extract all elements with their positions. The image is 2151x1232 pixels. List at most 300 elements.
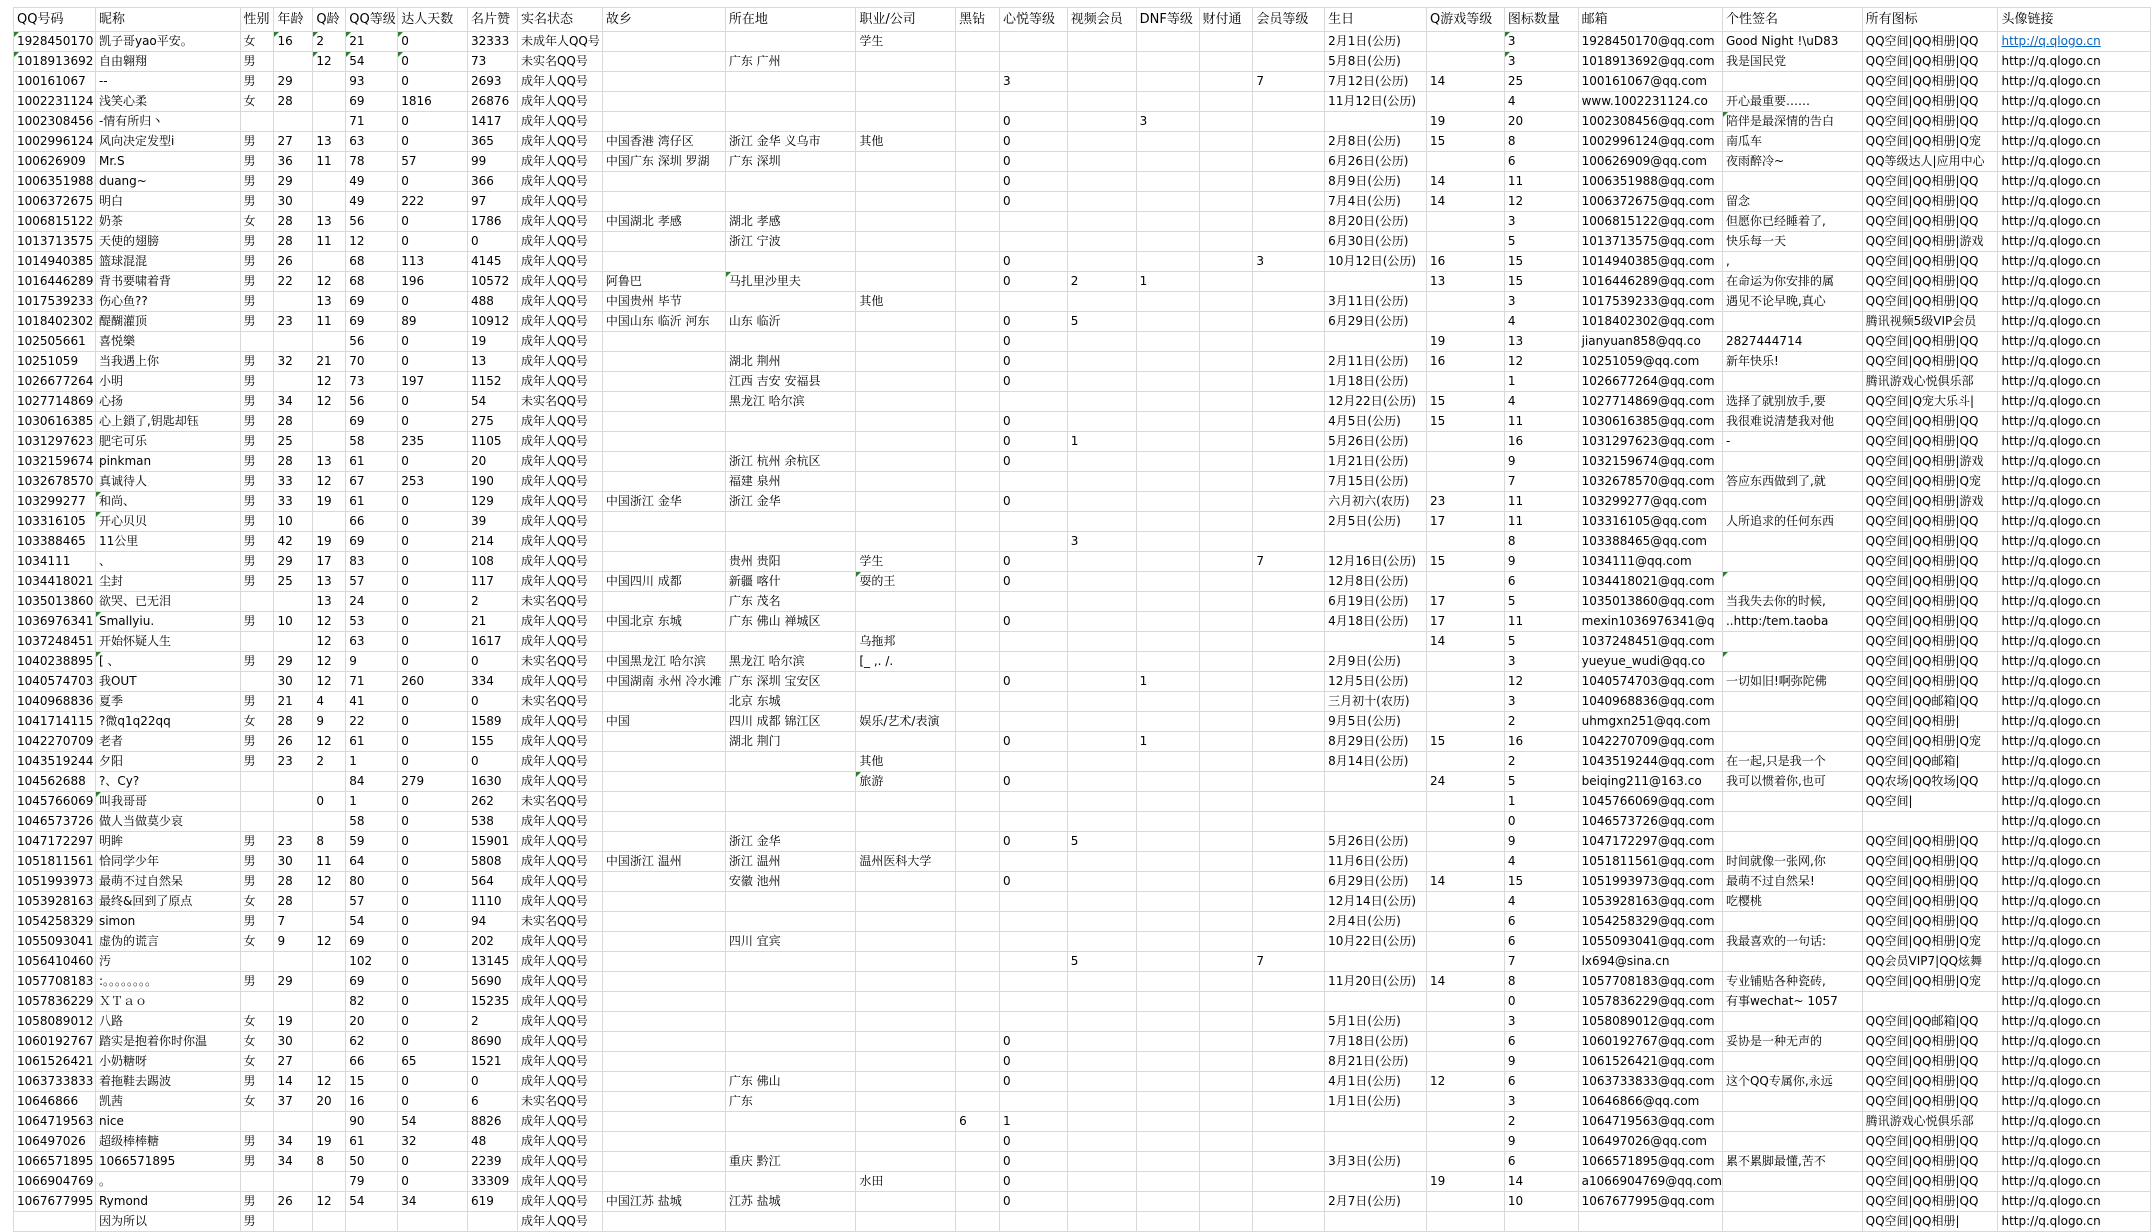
cell-hometown[interactable] — [602, 1212, 725, 1232]
cell-all-icons[interactable]: QQ空间|QQ相册|游戏 — [1862, 492, 1998, 512]
cell-qq[interactable]: 1057836229 — [14, 992, 96, 1012]
cell-qq[interactable]: 1040574703 — [14, 672, 96, 692]
cell-video-vip[interactable]: 5 — [1067, 832, 1136, 852]
cell-realname-status[interactable]: 成年人QQ号 — [517, 292, 602, 312]
cell-qq[interactable]: 1067677995 — [14, 1192, 96, 1212]
cell-birthday[interactable] — [1325, 772, 1427, 792]
cell-heizuan[interactable] — [956, 1192, 1000, 1212]
cell-qq[interactable]: 1026677264 — [14, 372, 96, 392]
cell-xinyue-level[interactable] — [999, 232, 1067, 252]
cell-q-age[interactable]: 4 — [313, 692, 346, 712]
cell-daren-days[interactable]: 0 — [398, 212, 468, 232]
cell-caifutong[interactable] — [1199, 852, 1253, 872]
cell-hometown[interactable] — [602, 1092, 725, 1112]
cell-dnf-level[interactable] — [1136, 692, 1199, 712]
cell-q-age[interactable] — [313, 772, 346, 792]
cell-daren-days[interactable]: 0 — [398, 352, 468, 372]
column-header-dnf-level[interactable]: DNF等级 — [1136, 8, 1199, 32]
cell-realname-status[interactable]: 成年人QQ号 — [517, 1112, 602, 1132]
cell-qgame-level[interactable] — [1427, 892, 1505, 912]
cell-qgame-level[interactable]: 19 — [1427, 1172, 1505, 1192]
cell-daren-days[interactable]: 0 — [398, 732, 468, 752]
cell-email[interactable]: 1053928163@qq.com — [1578, 892, 1722, 912]
cell-birthday[interactable]: 12月16日(公历) — [1325, 552, 1427, 572]
cell-card-likes[interactable]: 1110 — [468, 892, 518, 912]
cell-signature[interactable]: 南瓜车 — [1722, 132, 1862, 152]
cell-dnf-level[interactable] — [1136, 312, 1199, 332]
cell-video-vip[interactable] — [1067, 292, 1136, 312]
cell-card-likes[interactable]: 202 — [468, 932, 518, 952]
cell-card-likes[interactable]: 262 — [468, 792, 518, 812]
cell-gender[interactable]: 女 — [240, 1092, 274, 1112]
cell-nickname[interactable]: 因为所以 — [95, 1212, 240, 1232]
cell-gender[interactable] — [240, 672, 274, 692]
cell-qgame-level[interactable] — [1427, 152, 1505, 172]
cell-qgame-level[interactable]: 19 — [1427, 332, 1505, 352]
cell-qgame-level[interactable] — [1427, 1192, 1505, 1212]
cell-nickname[interactable]: 凯茜 — [95, 1092, 240, 1112]
cell-signature[interactable]: 最萌不过自然呆! — [1722, 872, 1862, 892]
cell-q-age[interactable]: 12 — [313, 672, 346, 692]
cell-qq-level[interactable]: 56 — [346, 332, 398, 352]
cell-icon-count[interactable]: 8 — [1504, 532, 1578, 552]
cell-hometown[interactable] — [602, 332, 725, 352]
cell-vip-level[interactable] — [1253, 32, 1325, 52]
column-header-card-likes[interactable]: 名片赞 — [468, 8, 518, 32]
cell-gender[interactable]: 男 — [240, 1212, 274, 1232]
cell-gender[interactable] — [240, 112, 274, 132]
cell-all-icons[interactable]: QQ空间|QQ相册|游戏 — [1862, 452, 1998, 472]
cell-email[interactable]: 1060192767@qq.com — [1578, 1032, 1722, 1052]
cell-location[interactable] — [725, 792, 856, 812]
cell-dnf-level[interactable] — [1136, 932, 1199, 952]
cell-heizuan[interactable] — [956, 972, 1000, 992]
cell-video-vip[interactable] — [1067, 1172, 1136, 1192]
column-header-caifutong[interactable]: 财付通 — [1199, 8, 1253, 32]
cell-video-vip[interactable] — [1067, 72, 1136, 92]
cell-avatar-link[interactable]: http://q.qlogo.cn — [1998, 192, 2151, 212]
cell-location[interactable] — [725, 1212, 856, 1232]
cell-xinyue-level[interactable] — [999, 752, 1067, 772]
cell-video-vip[interactable]: 2 — [1067, 272, 1136, 292]
cell-all-icons[interactable]: QQ空间|QQ相册|游戏 — [1862, 232, 1998, 252]
cell-xinyue-level[interactable] — [999, 992, 1067, 1012]
cell-birthday[interactable] — [1325, 952, 1427, 972]
cell-q-age[interactable]: 12 — [313, 612, 346, 632]
cell-dnf-level[interactable]: 1 — [1136, 672, 1199, 692]
cell-job[interactable]: 乌拖邦 — [856, 632, 956, 652]
cell-qq[interactable]: 1061526421 — [14, 1052, 96, 1072]
cell-nickname[interactable]: 风向决定发型i — [95, 132, 240, 152]
cell-dnf-level[interactable] — [1136, 452, 1199, 472]
cell-heizuan[interactable] — [956, 432, 1000, 452]
cell-q-age[interactable] — [313, 332, 346, 352]
cell-icon-count[interactable]: 5 — [1504, 772, 1578, 792]
cell-hometown[interactable]: 中国香港 湾仔区 — [602, 132, 725, 152]
cell-qq[interactable]: 1053928163 — [14, 892, 96, 912]
cell-qgame-level[interactable]: 14 — [1427, 192, 1505, 212]
cell-video-vip[interactable] — [1067, 372, 1136, 392]
cell-signature[interactable]: 当我失去你的时候, — [1722, 592, 1862, 612]
cell-icon-count[interactable]: 14 — [1504, 1172, 1578, 1192]
cell-all-icons[interactable]: QQ空间|QQ相册|QQ — [1862, 352, 1998, 372]
cell-icon-count[interactable]: 12 — [1504, 192, 1578, 212]
cell-vip-level[interactable] — [1253, 352, 1325, 372]
cell-daren-days[interactable]: 0 — [398, 232, 468, 252]
cell-caifutong[interactable] — [1199, 832, 1253, 852]
cell-avatar-link[interactable]: http://q.qlogo.cn — [1998, 252, 2151, 272]
cell-gender[interactable]: 男 — [240, 352, 274, 372]
column-header-xinyue-level[interactable]: 心悦等级 — [999, 8, 1067, 32]
cell-all-icons[interactable]: QQ空间|QQ相册|QQ — [1862, 872, 1998, 892]
cell-vip-level[interactable] — [1253, 492, 1325, 512]
cell-signature[interactable]: 选择了就别放手,要 — [1722, 392, 1862, 412]
cell-job[interactable] — [856, 72, 956, 92]
cell-dnf-level[interactable] — [1136, 992, 1199, 1012]
cell-realname-status[interactable]: 未实名QQ号 — [517, 592, 602, 612]
cell-avatar-link[interactable] — [1998, 32, 2151, 52]
cell-icon-count[interactable]: 4 — [1504, 312, 1578, 332]
cell-age[interactable]: 33 — [274, 492, 313, 512]
cell-nickname[interactable]: ?、Cy? — [95, 772, 240, 792]
cell-age[interactable]: 28 — [274, 412, 313, 432]
cell-q-age[interactable]: 17 — [313, 552, 346, 572]
cell-xinyue-level[interactable]: 0 — [999, 332, 1067, 352]
cell-location[interactable]: 山东 临沂 — [725, 312, 856, 332]
cell-dnf-level[interactable] — [1136, 632, 1199, 652]
cell-signature[interactable]: ..http:/tem.taoba — [1722, 612, 1862, 632]
cell-email[interactable]: www.1002231124.co — [1578, 92, 1722, 112]
cell-job[interactable]: 学生 — [856, 552, 956, 572]
column-header-qq[interactable]: QQ号码 — [14, 8, 96, 32]
cell-caifutong[interactable] — [1199, 32, 1253, 52]
cell-qq-level[interactable]: 41 — [346, 692, 398, 712]
cell-birthday[interactable]: 11月20日(公历) — [1325, 972, 1427, 992]
cell-qq-level[interactable]: 56 — [346, 212, 398, 232]
cell-qq[interactable]: 1006815122 — [14, 212, 96, 232]
cell-qq-level[interactable]: 79 — [346, 1172, 398, 1192]
cell-card-likes[interactable]: 214 — [468, 532, 518, 552]
cell-qq-level[interactable]: 22 — [346, 712, 398, 732]
cell-signature[interactable]: 时间就像一张网,你 — [1722, 852, 1862, 872]
cell-heizuan[interactable] — [956, 812, 1000, 832]
cell-age[interactable]: 27 — [274, 1052, 313, 1072]
cell-heizuan[interactable] — [956, 1172, 1000, 1192]
cell-qgame-level[interactable]: 17 — [1427, 592, 1505, 612]
cell-dnf-level[interactable] — [1136, 52, 1199, 72]
cell-signature[interactable]: 我很难说清楚我对他 — [1722, 412, 1862, 432]
cell-email[interactable]: uhmgxn251@qq.com — [1578, 712, 1722, 732]
cell-job[interactable] — [856, 1212, 956, 1232]
cell-avatar-link[interactable]: http://q.qlogo.cn — [1998, 892, 2151, 912]
cell-daren-days[interactable]: 197 — [398, 372, 468, 392]
cell-video-vip[interactable] — [1067, 112, 1136, 132]
cell-email[interactable]: 10251059@qq.com — [1578, 352, 1722, 372]
cell-age[interactable]: 37 — [274, 1092, 313, 1112]
cell-vip-level[interactable] — [1253, 292, 1325, 312]
cell-hometown[interactable]: 中国北京 东城 — [602, 612, 725, 632]
cell-age[interactable]: 28 — [274, 872, 313, 892]
cell-location[interactable]: 广东 茂名 — [725, 592, 856, 612]
cell-job[interactable] — [856, 912, 956, 932]
cell-qq[interactable]: 1032678570 — [14, 472, 96, 492]
cell-vip-level[interactable] — [1253, 1092, 1325, 1112]
cell-qq-level[interactable]: 66 — [346, 1052, 398, 1072]
cell-age[interactable] — [274, 952, 313, 972]
cell-heizuan[interactable] — [956, 712, 1000, 732]
cell-email[interactable]: 103388465@qq.com — [1578, 532, 1722, 552]
cell-dnf-level[interactable] — [1136, 32, 1199, 52]
cell-q-age[interactable]: 12 — [313, 632, 346, 652]
cell-video-vip[interactable] — [1067, 1072, 1136, 1092]
cell-age[interactable]: 23 — [274, 832, 313, 852]
cell-gender[interactable] — [240, 332, 274, 352]
cell-qgame-level[interactable]: 14 — [1427, 172, 1505, 192]
cell-birthday[interactable]: 4月5日(公历) — [1325, 412, 1427, 432]
cell-location[interactable] — [725, 812, 856, 832]
cell-location[interactable]: 广东 深圳 宝安区 — [725, 672, 856, 692]
cell-email[interactable]: 103316105@qq.com — [1578, 512, 1722, 532]
column-header-daren-days[interactable]: 达人天数 — [398, 8, 468, 32]
cell-location[interactable]: 浙江 杭州 余杭区 — [725, 452, 856, 472]
cell-card-likes[interactable]: 20 — [468, 452, 518, 472]
cell-hometown[interactable] — [602, 512, 725, 532]
cell-video-vip[interactable] — [1067, 332, 1136, 352]
cell-qq-level[interactable]: 62 — [346, 1032, 398, 1052]
cell-caifutong[interactable] — [1199, 1052, 1253, 1072]
cell-card-likes[interactable]: 99 — [468, 152, 518, 172]
cell-job[interactable] — [856, 1072, 956, 1092]
cell-email[interactable]: 1046573726@qq.com — [1578, 812, 1722, 832]
cell-heizuan[interactable] — [956, 692, 1000, 712]
cell-signature[interactable]: 快乐每一天 — [1722, 232, 1862, 252]
cell-dnf-level[interactable] — [1136, 572, 1199, 592]
cell-qq[interactable]: 1054258329 — [14, 912, 96, 932]
cell-q-age[interactable] — [313, 192, 346, 212]
cell-heizuan[interactable] — [956, 112, 1000, 132]
cell-q-age[interactable] — [313, 952, 346, 972]
cell-birthday[interactable] — [1325, 272, 1427, 292]
cell-signature[interactable]: 累不累脚最懂,苦不 — [1722, 1152, 1862, 1172]
cell-nickname[interactable]: 开心贝贝 — [95, 512, 240, 532]
cell-qgame-level[interactable]: 19 — [1427, 112, 1505, 132]
cell-all-icons[interactable]: QQ空间|QQ相册|QQ — [1862, 532, 1998, 552]
cell-job[interactable] — [856, 312, 956, 332]
cell-qq[interactable]: 1051811561 — [14, 852, 96, 872]
cell-email[interactable]: 1018402302@qq.com — [1578, 312, 1722, 332]
cell-all-icons[interactable]: QQ空间|QQ相册|QQ — [1862, 632, 1998, 652]
cell-hometown[interactable] — [602, 1032, 725, 1052]
cell-dnf-level[interactable] — [1136, 492, 1199, 512]
cell-qq[interactable]: 1030616385 — [14, 412, 96, 432]
cell-email[interactable]: 1006372675@qq.com — [1578, 192, 1722, 212]
cell-birthday[interactable]: 5月8日(公历) — [1325, 52, 1427, 72]
cell-nickname[interactable]: 最萌不过自然呆 — [95, 872, 240, 892]
cell-location[interactable]: 广东 佛山 禅城区 — [725, 612, 856, 632]
cell-email[interactable]: 1013713575@qq.com — [1578, 232, 1722, 252]
cell-all-icons[interactable]: QQ等级达人|应用中心 — [1862, 152, 1998, 172]
cell-gender[interactable]: 女 — [240, 1052, 274, 1072]
cell-card-likes[interactable]: 0 — [468, 1072, 518, 1092]
cell-email[interactable]: 1064719563@qq.com — [1578, 1112, 1722, 1132]
cell-nickname[interactable]: 醍醐灌顶 — [95, 312, 240, 332]
cell-icon-count[interactable]: 9 — [1504, 552, 1578, 572]
cell-nickname[interactable]: 凯子哥yao平安。 — [95, 32, 240, 52]
cell-location[interactable]: 浙江 金华 — [725, 832, 856, 852]
cell-avatar-link[interactable]: http://q.qlogo.cn — [1998, 392, 2151, 412]
cell-email[interactable]: yueyue_wudi@qq.co — [1578, 652, 1722, 672]
cell-location[interactable] — [725, 892, 856, 912]
cell-all-icons[interactable]: QQ空间|QQ相册|QQ — [1862, 252, 1998, 272]
column-header-qgame-level[interactable]: Q游戏等级 — [1427, 8, 1505, 32]
cell-xinyue-level[interactable]: 0 — [999, 452, 1067, 472]
cell-heizuan[interactable] — [956, 652, 1000, 672]
cell-daren-days[interactable]: 0 — [398, 952, 468, 972]
cell-card-likes[interactable]: 15901 — [468, 832, 518, 852]
cell-all-icons[interactable]: 腾讯游戏心悦俱乐部 — [1862, 372, 1998, 392]
cell-vip-level[interactable]: 7 — [1253, 552, 1325, 572]
cell-caifutong[interactable] — [1199, 472, 1253, 492]
cell-age[interactable]: 23 — [274, 312, 313, 332]
cell-qgame-level[interactable] — [1427, 32, 1505, 52]
cell-age[interactable]: 30 — [274, 1032, 313, 1052]
cell-card-likes[interactable]: 155 — [468, 732, 518, 752]
cell-q-age[interactable] — [313, 92, 346, 112]
cell-gender[interactable]: 男 — [240, 752, 274, 772]
cell-signature[interactable] — [1722, 1012, 1862, 1032]
cell-caifutong[interactable] — [1199, 552, 1253, 572]
cell-vip-level[interactable] — [1253, 572, 1325, 592]
cell-icon-count[interactable]: 3 — [1504, 1012, 1578, 1032]
cell-caifutong[interactable] — [1199, 692, 1253, 712]
cell-icon-count[interactable]: 11 — [1504, 512, 1578, 532]
cell-qq[interactable]: 1056410460 — [14, 952, 96, 972]
cell-q-age[interactable]: 12 — [313, 1072, 346, 1092]
cell-xinyue-level[interactable]: 0 — [999, 1172, 1067, 1192]
column-header-location[interactable]: 所在地 — [725, 8, 856, 32]
cell-qq[interactable]: 1002996124 — [14, 132, 96, 152]
cell-birthday[interactable]: 8月29日(公历) — [1325, 732, 1427, 752]
cell-location[interactable]: 四川 宜宾 — [725, 932, 856, 952]
cell-email[interactable]: 1040968836@qq.com — [1578, 692, 1722, 712]
cell-age[interactable]: 22 — [274, 272, 313, 292]
cell-caifutong[interactable] — [1199, 452, 1253, 472]
cell-xinyue-level[interactable] — [999, 92, 1067, 112]
cell-qq[interactable]: 1928450170 — [14, 32, 96, 52]
cell-email[interactable]: 1006351988@qq.com — [1578, 172, 1722, 192]
cell-hometown[interactable] — [602, 992, 725, 1012]
cell-avatar-link[interactable]: http://q.qlogo.cn — [1998, 592, 2151, 612]
cell-heizuan[interactable] — [956, 772, 1000, 792]
cell-q-age[interactable]: 12 — [313, 52, 346, 72]
cell-job[interactable] — [856, 252, 956, 272]
cell-q-age[interactable] — [313, 1172, 346, 1192]
cell-video-vip[interactable]: 1 — [1067, 432, 1136, 452]
cell-caifutong[interactable] — [1199, 1212, 1253, 1232]
cell-avatar-link[interactable]: http://q.qlogo.cn — [1998, 432, 2151, 452]
cell-all-icons[interactable]: QQ空间|QQ相册|Q宠 — [1862, 732, 1998, 752]
cell-qgame-level[interactable]: 15 — [1427, 412, 1505, 432]
cell-nickname[interactable]: 恰同学少年 — [95, 852, 240, 872]
cell-daren-days[interactable]: 260 — [398, 672, 468, 692]
cell-vip-level[interactable] — [1253, 1172, 1325, 1192]
avatar-hyperlink[interactable]: http://q.qlogo.cn — [2001, 34, 2101, 48]
cell-all-icons[interactable]: QQ空间|QQ相册|QQ — [1862, 1132, 1998, 1152]
cell-card-likes[interactable]: 366 — [468, 172, 518, 192]
column-header-gender[interactable]: 性别 — [240, 8, 274, 32]
cell-daren-days[interactable]: 0 — [398, 892, 468, 912]
cell-daren-days[interactable]: 0 — [398, 1092, 468, 1112]
cell-gender[interactable]: 男 — [240, 492, 274, 512]
cell-daren-days[interactable]: 0 — [398, 172, 468, 192]
cell-caifutong[interactable] — [1199, 172, 1253, 192]
cell-avatar-link[interactable]: http://q.qlogo.cn — [1998, 1172, 2151, 1192]
cell-caifutong[interactable] — [1199, 1192, 1253, 1212]
cell-avatar-link[interactable]: http://q.qlogo.cn — [1998, 952, 2151, 972]
cell-gender[interactable]: 男 — [240, 972, 274, 992]
cell-qgame-level[interactable]: 15 — [1427, 552, 1505, 572]
cell-nickname[interactable]: 背书要啸着背 — [95, 272, 240, 292]
cell-all-icons[interactable]: QQ空间|QQ相册|QQ — [1862, 32, 1998, 52]
cell-caifutong[interactable] — [1199, 912, 1253, 932]
cell-vip-level[interactable] — [1253, 992, 1325, 1012]
cell-daren-days[interactable]: 196 — [398, 272, 468, 292]
cell-video-vip[interactable] — [1067, 892, 1136, 912]
cell-hometown[interactable] — [602, 1172, 725, 1192]
cell-icon-count[interactable]: 11 — [1504, 612, 1578, 632]
cell-job[interactable] — [856, 332, 956, 352]
cell-daren-days[interactable]: 54 — [398, 1112, 468, 1132]
cell-heizuan[interactable] — [956, 52, 1000, 72]
cell-age[interactable]: 25 — [274, 432, 313, 452]
cell-q-age[interactable]: 13 — [313, 292, 346, 312]
cell-dnf-level[interactable] — [1136, 652, 1199, 672]
cell-qq-level[interactable]: 12 — [346, 232, 398, 252]
cell-avatar-link[interactable]: http://q.qlogo.cn — [1998, 1192, 2151, 1212]
cell-icon-count[interactable]: 6 — [1504, 1072, 1578, 1092]
cell-hometown[interactable] — [602, 1052, 725, 1072]
cell-location[interactable] — [725, 332, 856, 352]
cell-video-vip[interactable] — [1067, 932, 1136, 952]
cell-daren-days[interactable]: 0 — [398, 1072, 468, 1092]
cell-hometown[interactable] — [602, 832, 725, 852]
cell-realname-status[interactable]: 成年人QQ号 — [517, 672, 602, 692]
cell-nickname[interactable]: 汚 — [95, 952, 240, 972]
cell-qq-level[interactable]: 20 — [346, 1012, 398, 1032]
cell-gender[interactable] — [240, 632, 274, 652]
cell-hometown[interactable] — [602, 532, 725, 552]
cell-birthday[interactable]: 6月30日(公历) — [1325, 232, 1427, 252]
cell-hometown[interactable]: 中国浙江 金华 — [602, 492, 725, 512]
cell-qq[interactable]: 1042270709 — [14, 732, 96, 752]
cell-daren-days[interactable]: 0 — [398, 72, 468, 92]
cell-all-icons[interactable]: QQ空间|QQ相册|QQ — [1862, 432, 1998, 452]
cell-video-vip[interactable] — [1067, 152, 1136, 172]
cell-caifutong[interactable] — [1199, 1012, 1253, 1032]
cell-avatar-link[interactable]: http://q.qlogo.cn — [1998, 172, 2151, 192]
cell-dnf-level[interactable] — [1136, 292, 1199, 312]
cell-q-age[interactable]: 0 — [313, 792, 346, 812]
cell-heizuan[interactable] — [956, 212, 1000, 232]
cell-qq[interactable]: 103316105 — [14, 512, 96, 532]
cell-qq[interactable]: 1013713575 — [14, 232, 96, 252]
cell-hometown[interactable]: 中国湖南 永州 冷水滩 — [602, 672, 725, 692]
cell-gender[interactable]: 女 — [240, 92, 274, 112]
cell-heizuan[interactable] — [956, 672, 1000, 692]
cell-qq-level[interactable]: 71 — [346, 672, 398, 692]
cell-q-age[interactable]: 19 — [313, 1132, 346, 1152]
cell-job[interactable] — [856, 1112, 956, 1132]
